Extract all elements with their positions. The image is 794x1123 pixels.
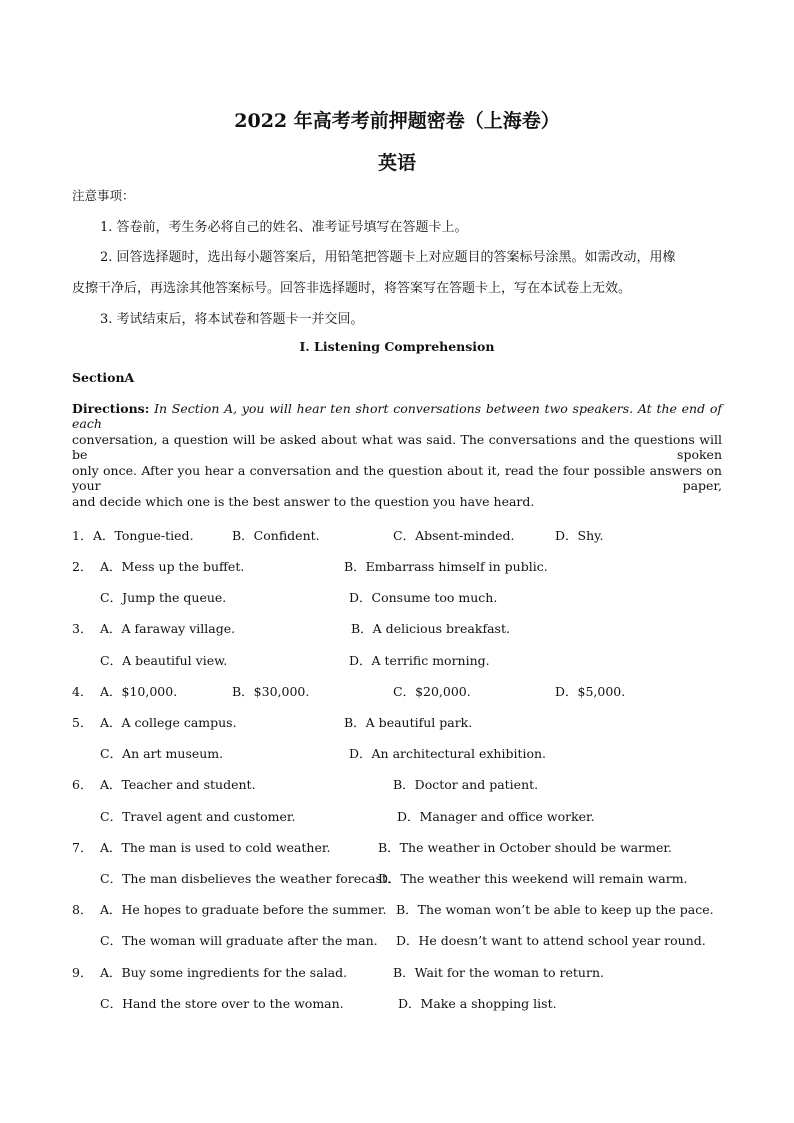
- option-d: D．Shy.: [555, 528, 604, 543]
- notice-item-1: 1. 答卷前，考生务必将自己的姓名、准考证号填写在答题卡上。: [100, 220, 468, 235]
- option-c: C．Hand the store over to the woman.: [100, 996, 344, 1011]
- option-b: B．$30,000.: [232, 684, 310, 699]
- question-number: 6．: [72, 777, 93, 792]
- question-number: 8．: [72, 902, 93, 917]
- option-c: C．Travel agent and customer.: [100, 809, 296, 824]
- option-b: B．Wait for the woman to return.: [393, 965, 604, 980]
- question-number: 9．: [72, 965, 93, 980]
- option-c: C．Absent-minded.: [393, 528, 515, 543]
- option-c: C．An art museum.: [100, 746, 224, 761]
- directions-line-2: conversation, a question will be asked about what was said. The conversations and the questions will be spoken: [72, 432, 722, 462]
- option-d: D．The weather this weekend will remain warm.: [378, 871, 688, 886]
- option-b: B．Embarrass himself in public.: [344, 559, 548, 574]
- option-a: A．The man is used to cold weather.: [100, 840, 331, 855]
- question-number: 4．: [72, 684, 93, 699]
- option-c: C．Jump the queue.: [100, 590, 227, 605]
- option-b: B．The woman won’t be able to keep up the pace.: [396, 902, 714, 917]
- notice-item-2-line-1: 2. 回答选择题时，选出每小题答案后，用铅笔把答题卡上对应题目的答案标号涂黑。如需改动，用橡: [100, 250, 676, 265]
- option-a: A．A faraway village.: [100, 621, 236, 636]
- part-title: I. Listening Comprehension: [299, 339, 495, 354]
- option-b: B．Doctor and patient.: [393, 777, 539, 792]
- option-d: D．Manager and office worker.: [397, 809, 595, 824]
- option-c: C．The man disbelieves the weather forecast.: [100, 871, 392, 886]
- notice-heading: 注意事项：: [72, 188, 135, 203]
- notice-item-3: 3. 考试结束后，将本试卷和答题卡一并交回。: [100, 312, 364, 327]
- option-a: A．Mess up the buffet.: [100, 559, 245, 574]
- directions-text-1: In Section A, you will hear ten short conversations between two speakers. At the end of each: [72, 401, 722, 431]
- question-number: 7．: [72, 840, 93, 855]
- page-title: 2022 年高考考前押题密卷（上海卷）: [234, 110, 560, 132]
- section-label: SectionA: [72, 370, 135, 385]
- option-a: A．Buy some ingredients for the salad.: [100, 965, 348, 980]
- option-b: B．A delicious breakfast.: [351, 621, 510, 636]
- question-number: 3．: [72, 621, 93, 636]
- option-c: C．A beautiful view.: [100, 653, 228, 668]
- option-a: A．A college campus.: [100, 715, 237, 730]
- option-d: D．$5,000.: [555, 684, 626, 699]
- option-b: B．The weather in October should be warmer.: [378, 840, 672, 855]
- subject-title: 英语: [377, 152, 416, 174]
- option-b: B．A beautiful park.: [344, 715, 473, 730]
- notice-item-2-line-2: 皮擦干净后，再选涂其他答案标号。回答非选择题时，将答案写在答题卡上，写在本试卷上无效。: [72, 281, 632, 296]
- option-a: A．He hopes to graduate before the summer.: [100, 902, 387, 917]
- directions-line-1: [72, 401, 722, 431]
- option-d: D．Consume too much.: [349, 590, 498, 605]
- directions-line-4: and decide which one is the best answer to the question you have heard.: [72, 494, 535, 509]
- option-a: A．Teacher and student.: [100, 777, 256, 792]
- question-number: 2．: [72, 559, 93, 574]
- option-c: C．The woman will graduate after the man.: [100, 933, 378, 948]
- option-d: D．He doesn’t want to attend school year round.: [396, 933, 706, 948]
- option-d: D．An architectural exhibition.: [349, 746, 547, 761]
- question-number: 1．: [72, 528, 93, 543]
- option-a: A．$10,000.: [100, 684, 178, 699]
- directions-line-3: only once. After you hear a conversation and the question about it, read the four possible answers on your paper,: [72, 463, 722, 493]
- option-d: D．Make a shopping list.: [398, 996, 557, 1011]
- option-c: C．$20,000.: [393, 684, 471, 699]
- option-a: A．Tongue-tied.: [93, 528, 194, 543]
- option-d: D．A terrific morning.: [349, 653, 490, 668]
- directions-label: Directions:: [72, 401, 150, 416]
- question-number: 5．: [72, 715, 93, 730]
- option-b: B．Confident.: [232, 528, 320, 543]
